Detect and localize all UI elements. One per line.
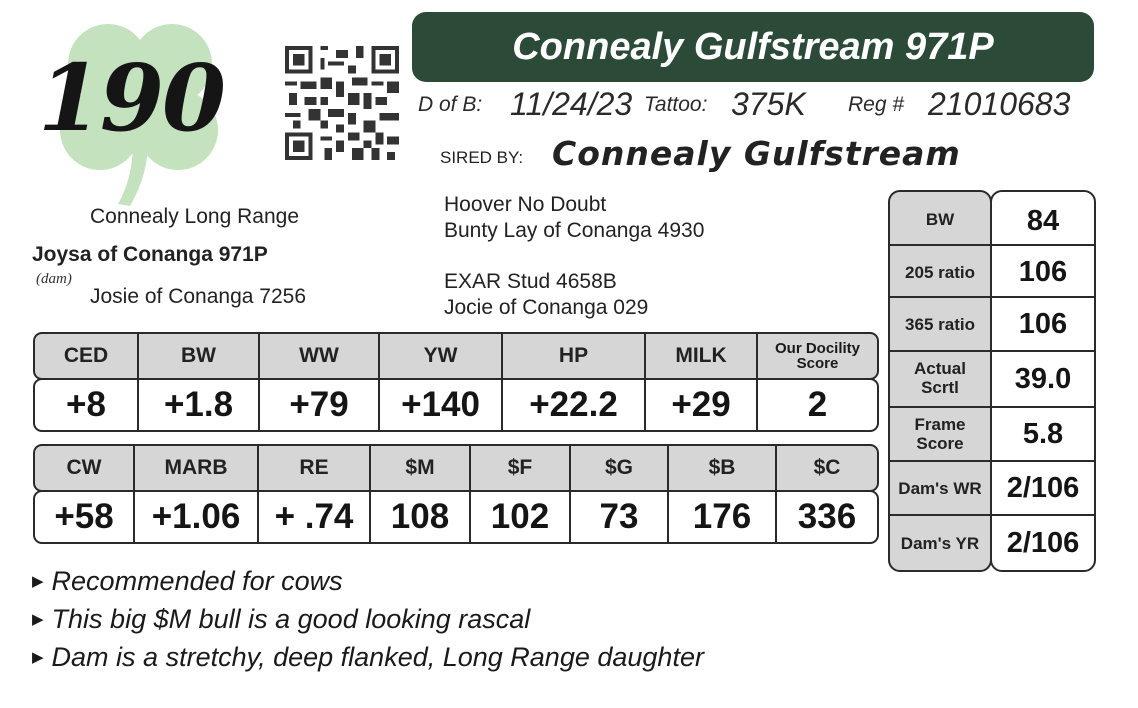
note-text: Recommended for cows [51,566,343,596]
stat-value: 39.0 [1014,362,1072,395]
epd-table-1 [33,332,879,432]
stat-value-cell [992,192,1094,250]
stat-value-cell [992,462,1094,514]
epd-header: YW [380,334,503,378]
docility-header-line1: Our Docility [774,340,860,357]
stat-value: 106 [1018,307,1068,340]
dob-value: 11/24/23 [510,86,633,122]
triangle-bullet-icon: ▶ [32,649,44,666]
lot-number: 190 [38,44,225,152]
note-text: Dam is a stretchy, deep flanked, Long Range daughter [51,642,704,672]
epd-value: 73 [571,492,669,542]
epd-value: 108 [371,492,471,542]
qr-code-icon [284,46,400,160]
note-item [32,604,530,635]
stat-value: 84 [1026,204,1060,237]
triangle-bullet-icon: ▶ [32,573,44,590]
epd-header: BW [139,334,260,378]
stat-value-cell [992,352,1094,406]
epd-header: CW [35,446,135,490]
epd-header: $B [669,446,777,490]
stat-value-cell [992,246,1094,298]
sire-sire: Hoover No Doubt [444,193,607,216]
epd-value: +58 [35,492,135,542]
dam-sire-dam: Jocie of Conanga 029 [444,296,649,319]
epd-header: MILK [646,334,758,378]
stat-label-cell [890,516,990,570]
stat-label-cell [890,298,990,350]
stat-label-cell [890,462,990,514]
epd-value: 336 [797,497,857,536]
triangle-bullet-icon: ▶ [32,611,44,628]
stat-label-cell [890,192,990,246]
epd-table-2 [33,444,879,544]
epd-header: HP [503,334,646,378]
dam-sire: Connealy Long Range [90,205,299,228]
stat-label-cell [890,246,990,298]
epd-header: MARB [135,446,259,490]
epd-value: 2 [807,385,828,424]
dob-label: D of B: [418,93,483,116]
stat-label: 365 ratio [905,314,975,334]
docility-header [758,334,877,378]
stat-label: BW [925,209,955,229]
tattoo-value: 375K [731,86,806,122]
stat-value: 2/106 [1006,471,1080,504]
stat-label-cell [890,408,990,460]
reg-value: 21010683 [928,86,1071,122]
stat-label: 205 ratio [905,262,975,282]
title-banner [412,12,1094,82]
epd-value: 176 [669,492,777,542]
epd-value: +79 [260,380,380,430]
epd-header: $M [371,446,471,490]
stat-label: Frame [914,415,966,434]
epd-value: + .74 [259,492,371,542]
epd-header: CED [35,334,139,378]
stat-value: 2/106 [1006,526,1080,559]
stat-value: 5.8 [1022,417,1064,450]
stat-label: Actual [914,359,966,378]
sire-name: Connealy Gulfstream [552,134,961,173]
dam-tag: (dam) [36,271,72,287]
dam-sire-sire: EXAR Stud 4658B [444,270,617,293]
docility-header-line2: Score [796,355,839,372]
stat-label-line2: Score [916,434,964,453]
epd-header: $G [571,446,669,490]
epd-value: +8 [35,380,139,430]
stat-label-cell [890,352,990,404]
epd-header: WW [260,334,380,378]
sire-dam: Bunty Lay of Conanga 4930 [444,219,705,242]
epd-value: +140 [380,380,503,430]
epd-value: +1.06 [135,492,259,542]
stat-label: Dam's WR [898,478,982,498]
epd-value: +22.2 [503,380,646,430]
note-item [32,642,704,673]
note-text: This big $M bull is a good looking rascal [51,604,531,634]
tattoo-label: Tattoo: [644,93,708,116]
dam-name: Joysa of Conanga 971P [32,243,268,266]
epd-header: $F [471,446,571,490]
note-item [32,566,343,597]
epd-value: +1.8 [139,380,260,430]
epd-header: RE [259,446,371,490]
stat-value-cell [992,298,1094,350]
stat-label-line2: Scrtl [921,378,959,397]
stat-value: 106 [1018,255,1068,288]
reg-label: Reg # [848,93,905,116]
bull-name: Connealy Gulfstream 971P [512,25,994,68]
epd-header: $C [813,456,841,479]
epd-value: 102 [471,492,571,542]
stat-value-cell [992,408,1094,460]
stat-label: Dam's YR [900,533,980,553]
stat-value-cell [992,516,1094,570]
epd-value: +29 [646,380,758,430]
dam-dam: Josie of Conanga 7256 [90,285,306,308]
sired-by-label: SIRED BY: [440,148,524,167]
